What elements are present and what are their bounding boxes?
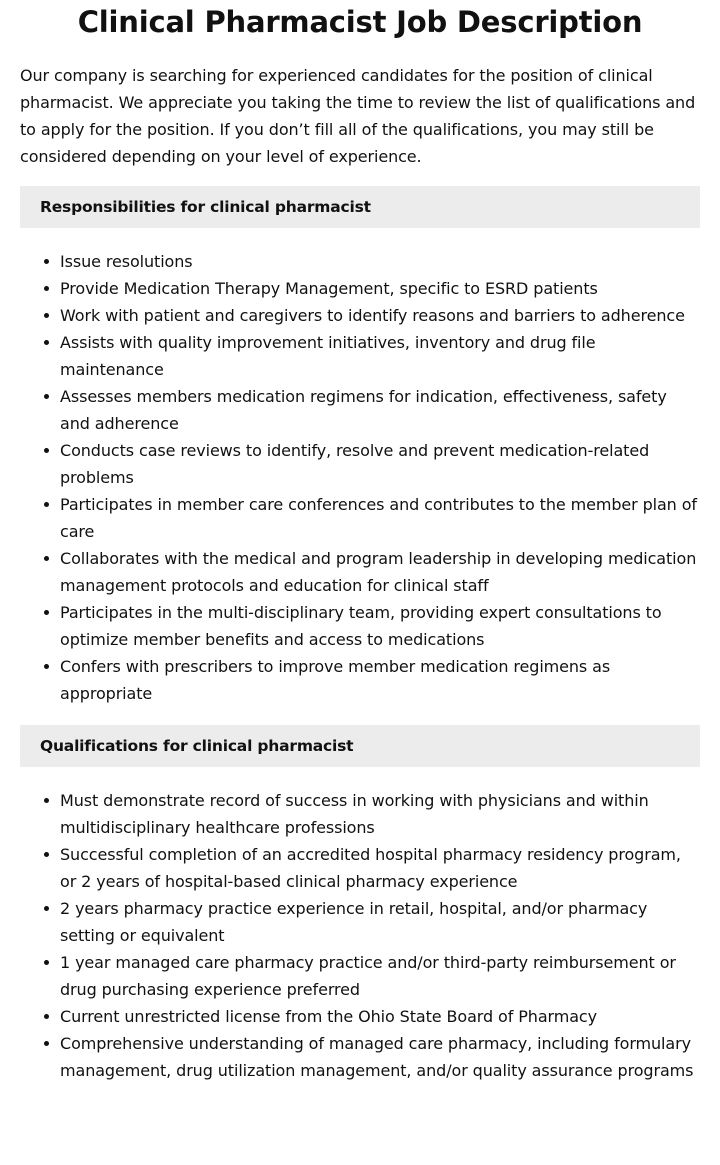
qualification-item: 2 years pharmacy practice experience in retail, hospital, and/or pharmacy setting or equivalent bbox=[60, 895, 700, 949]
responsibility-item: Conducts case reviews to identify, resolve and prevent medication-related problems bbox=[60, 437, 700, 491]
responsibilities-list bbox=[20, 248, 700, 707]
responsibility-item: Provide Medication Therapy Management, specific to ESRD patients bbox=[60, 275, 700, 302]
qualification-item: Successful completion of an accredited hospital pharmacy residency program, or 2 years of hospital-based clinical pharmacy experience bbox=[60, 841, 700, 895]
qualifications-list bbox=[20, 787, 700, 1084]
qualification-item: Comprehensive understanding of managed care pharmacy, including formulary management, drug utilization management, and/or quality assurance programs bbox=[60, 1030, 700, 1084]
qualification-item: Current unrestricted license from the Ohio State Board of Pharmacy bbox=[60, 1003, 700, 1030]
qualification-item: Must demonstrate record of success in working with physicians and within multidisciplinary healthcare professions bbox=[60, 787, 700, 841]
responsibility-item: Confers with prescribers to improve member medication regimens as appropriate bbox=[60, 653, 700, 707]
intro-paragraph: Our company is searching for experienced candidates for the position of clinical pharmacist. We appreciate you taking the time to review the list of qualifications and to apply for the position. If you don’t fill all of the qualifications, you may still be considered depending on your level of experience. bbox=[20, 66, 696, 166]
responsibility-item: Collaborates with the medical and program leadership in developing medication management protocols and education for clinical staff bbox=[60, 545, 700, 599]
responsibility-item: Work with patient and caregivers to identify reasons and barriers to adherence bbox=[60, 302, 700, 329]
responsibility-item: Assists with quality improvement initiatives, inventory and drug file maintenance bbox=[60, 329, 700, 383]
responsibility-item: Participates in the multi-disciplinary team, providing expert consultations to optimize member benefits and access to medications bbox=[60, 599, 700, 653]
responsibility-item: Assesses members medication regimens for indication, effectiveness, safety and adherence bbox=[60, 383, 700, 437]
qualification-item: 1 year managed care pharmacy practice and/or third-party reimbursement or drug purchasing experience preferred bbox=[60, 949, 700, 1003]
responsibilities-heading bbox=[20, 186, 700, 228]
qualifications-heading bbox=[20, 725, 700, 767]
responsibility-item: Issue resolutions bbox=[60, 248, 700, 275]
responsibility-item: Participates in member care conferences and contributes to the member plan of care bbox=[60, 491, 700, 545]
page-title: Clinical Pharmacist Job Description bbox=[77, 5, 643, 39]
qualifications-heading-text: Qualifications for clinical pharmacist bbox=[40, 737, 354, 755]
responsibilities-heading-text: Responsibilities for clinical pharmacist bbox=[40, 198, 371, 216]
